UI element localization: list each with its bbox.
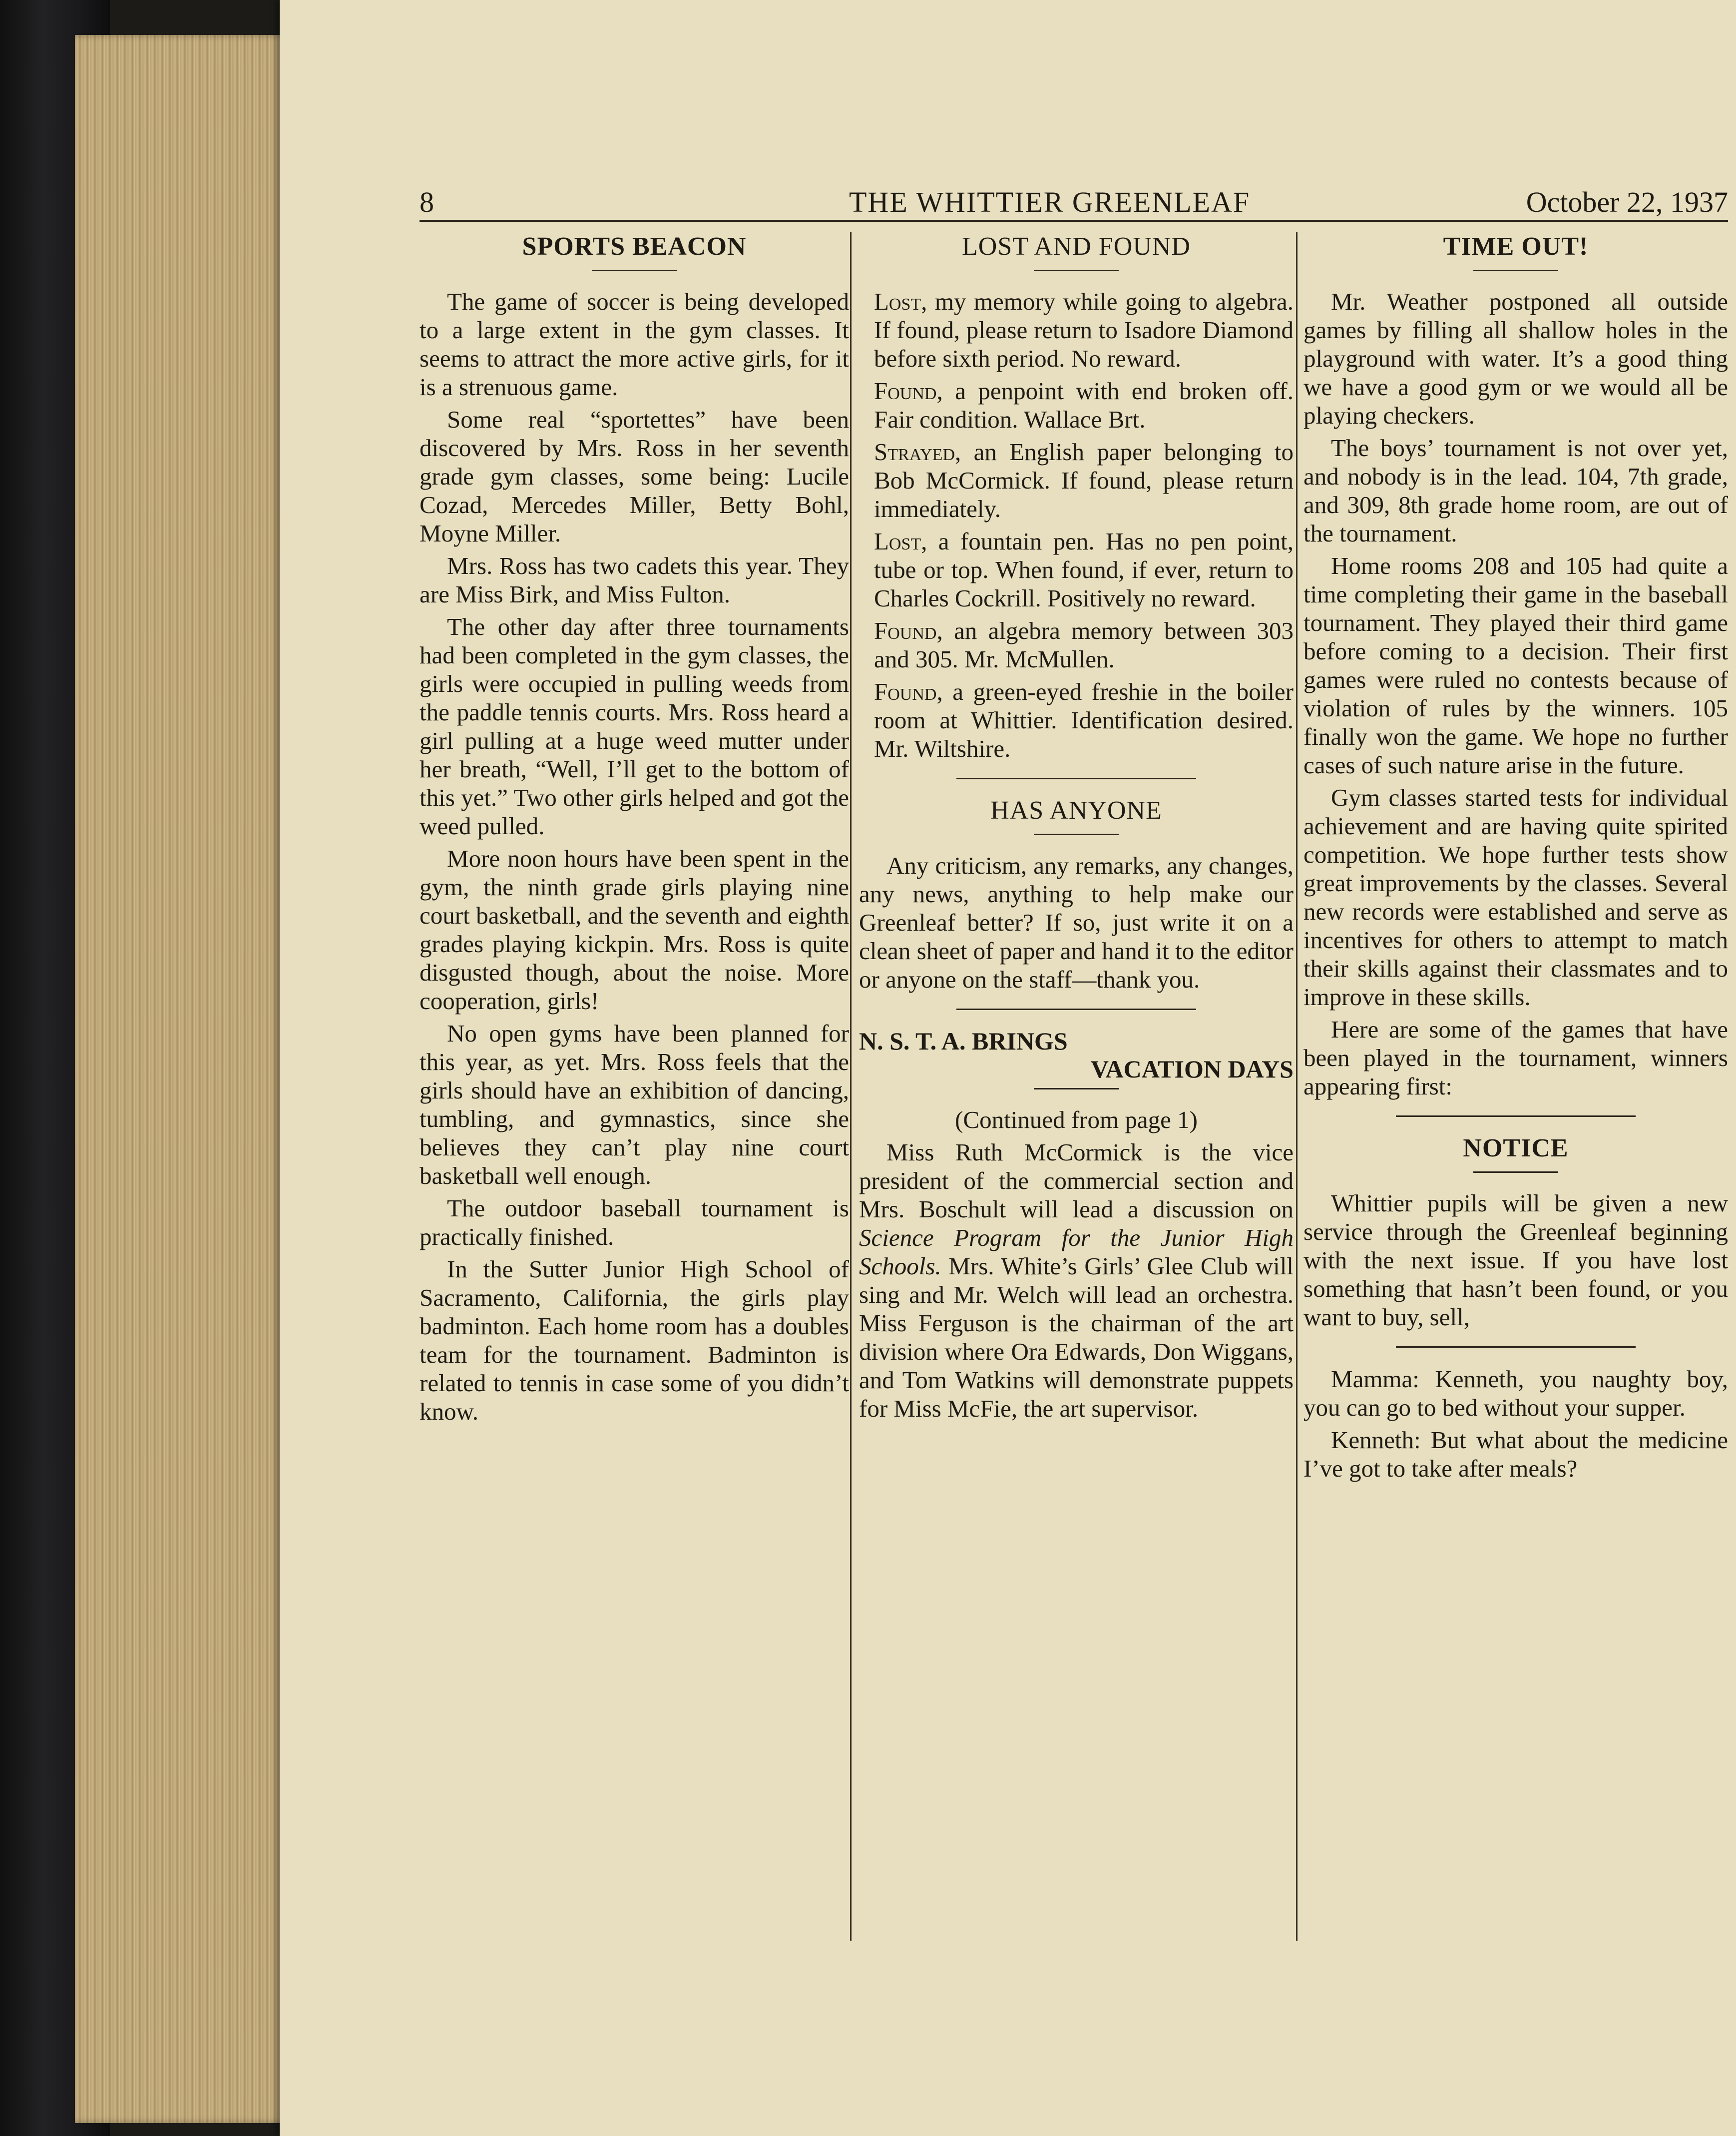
paragraph: Gym classes started tests for individual achievement and are having quite spirited competition. We hope further tests show great improvements by the classes. Several new records were established and serve as incentives for others to attempt to match their skills against their classmates and to improve in these skills.	[1303, 784, 1728, 1011]
page-header	[420, 185, 1728, 222]
paragraph: Mamma: Kenneth, you naughty boy, you can go to bed without your supper.	[1303, 1365, 1728, 1421]
page-content	[420, 185, 1728, 1973]
section-rule	[956, 1009, 1196, 1010]
section-rule	[956, 778, 1196, 779]
text: Mrs. White’s Girls’ Glee Club will sing and Mr. Welch will lead an orchestra. Miss Ferguson is the chairman of the art division where Ora Edwards, Don Wiggans, and Tom Watkins will demonstrate puppets for Miss McFie, the art supervisor.	[859, 1252, 1294, 1422]
item-lead: Lost,	[874, 528, 927, 555]
lost-found-item	[859, 377, 1294, 434]
has-anyone-heading: HAS ANYONE	[990, 796, 1162, 825]
paragraph: The outdoor baseball tournament is practically finished.	[420, 1194, 849, 1250]
paragraph: Some real “sportettes” have been discovered by Mrs. Ross in her seventh grade gym classes, some being: Lucile Cozad, Mercedes Miller, Betty Bohl, Moyne Miller.	[420, 406, 849, 547]
continued-note: (Continued from page 1)	[955, 1106, 1198, 1133]
heading-rule	[592, 270, 677, 271]
column-time-out	[1303, 232, 1728, 1487]
heading-rule	[1034, 834, 1119, 835]
lost-found-heading: LOST AND FOUND	[962, 232, 1191, 261]
nsta-heading-line1: N. S. T. A. BRINGS	[859, 1027, 1068, 1055]
item-lead: Lost,	[874, 288, 927, 315]
text: Miss Ruth McCormick is the vice president of the commercial section and Mrs. Boschult will lead a discussion on	[859, 1138, 1294, 1223]
paragraph: Mrs. Ross has two cadets this year. They are Miss Birk, and Miss Fulton.	[420, 552, 849, 608]
column-divider	[1296, 232, 1298, 1941]
lost-found-item	[859, 616, 1294, 673]
heading-rule	[1473, 1171, 1558, 1173]
lost-found-item	[859, 287, 1294, 373]
nsta-heading-line2: VACATION DAYS	[1090, 1055, 1294, 1083]
item-text: a fountain pen. Has no pen point, tube or top. When found, if ever, return to Charles Cockrill. Positively no reward.	[874, 528, 1294, 612]
heading-rule	[1034, 1088, 1119, 1089]
lost-found-item	[859, 527, 1294, 612]
paragraph: Here are some of the games that have been played in the tournament, winners appearing first:	[1303, 1016, 1728, 1100]
paragraph: Any criticism, any remarks, any changes, any news, anything to help make our Greenleaf better? If so, just write it on a clean sheet of paper and hand it to the editor or anyone on the staff—thank you.	[859, 852, 1294, 993]
paragraph: Home rooms 208 and 105 had quite a time completing their game in the baseball tournament. They played their third game before coming to a decision. Their first games were ruled no contests because of violation of rules by the winners. 105 finally won the game. We hope no further cases of such nature arise in the future.	[1303, 552, 1728, 779]
page-number: 8	[420, 186, 434, 218]
item-text: a penpoint with end broken off. Fair condition. Wallace Brt.	[874, 377, 1294, 433]
paragraph: The other day after three tournaments had been completed in the gym classes, the girls were occupied in pulling weeds from the paddle tennis courts. Mrs. Ross heard a girl pulling at a huge weed mutter under her breath, “Well, I’ll get to the bottom of this yet.” Two other girls helped and got the weed pulled.	[420, 613, 849, 840]
sports-beacon-heading: SPORTS BEACON	[522, 232, 747, 261]
nsta-heading	[859, 1027, 1294, 1083]
lost-found-item	[859, 677, 1294, 763]
column-divider	[850, 232, 852, 1941]
lost-found-list	[859, 287, 1294, 763]
item-lead: Found,	[874, 617, 943, 644]
lost-found-item	[859, 438, 1294, 523]
item-lead: Strayed,	[874, 438, 961, 466]
heading-rule	[1034, 270, 1119, 271]
item-lead: Found,	[874, 377, 943, 405]
paragraph: No open gyms have been planned for this year, as yet. Mrs. Ross feels that the girls should have an exhibition of dancing, tumbling, and gymnastics, since she believes they can’t play nine court basketball well enough.	[420, 1020, 849, 1189]
page-edges	[75, 35, 295, 2123]
paragraph	[859, 1138, 1294, 1423]
item-text: a green-eyed freshie in the boiler room at Whittier. Identification desired. Mr. Wiltshire.	[874, 678, 1294, 762]
item-text: an algebra memory between 303 and 305. Mr. McMullen.	[874, 617, 1294, 673]
paragraph: The boys’ tournament is not over yet, and nobody is in the lead. 104, 7th grade, and 309, 8th grade home room, are out of the tournament.	[1303, 434, 1728, 547]
column-lost-and-found	[859, 232, 1294, 1427]
paragraph: Kenneth: But what about the medicine I’ve got to take after meals?	[1303, 1426, 1728, 1482]
paragraph: More noon hours have been spent in the gym, the ninth grade girls playing nine court basketball, and the seventh and eighth grades playing kickpin. Mrs. Ross is quite disgusted though, about the noise. More cooperation, girls!	[420, 845, 849, 1015]
section-rule	[1396, 1115, 1636, 1117]
paragraph: Whittier pupils will be given a new service through the Greenleaf beginning with the next issue. If you have lost something that hasn’t been found, or you want to buy, sell,	[1303, 1189, 1728, 1331]
paragraph: Mr. Weather postponed all outside games by filling all shallow holes in the playground with water. It’s a good thing we have a good gym or we would all be playing checkers.	[1303, 288, 1728, 429]
issue-date: October 22, 1937	[1526, 186, 1728, 218]
column-sports-beacon	[420, 232, 849, 1430]
italic-title: Science Program for the Junior High Schools.	[859, 1224, 1294, 1280]
notice-heading: NOTICE	[1463, 1134, 1569, 1162]
paragraph: The game of soccer is being developed to a large extent in the gym classes. It seems to attract the more active girls, for it is a strenuous game.	[420, 288, 849, 401]
newspaper-title: THE WHITTIER GREENLEAF	[849, 186, 1251, 218]
item-lead: Found,	[874, 678, 943, 705]
time-out-heading: TIME OUT!	[1443, 232, 1589, 261]
section-rule	[1396, 1346, 1636, 1348]
item-text: an English paper belonging to Bob McCormick. If found, please return immediately.	[874, 438, 1294, 523]
item-text: my memory while going to algebra. If found, please return to Isadore Diamond before sixth period. No reward.	[874, 288, 1294, 372]
heading-rule	[1473, 270, 1558, 271]
paragraph: In the Sutter Junior High School of Sacramento, California, the girls play badminton. Each home room has a doubles team for the tournament. Badminton is related to tennis in case some of you didn’t know.	[420, 1255, 849, 1425]
